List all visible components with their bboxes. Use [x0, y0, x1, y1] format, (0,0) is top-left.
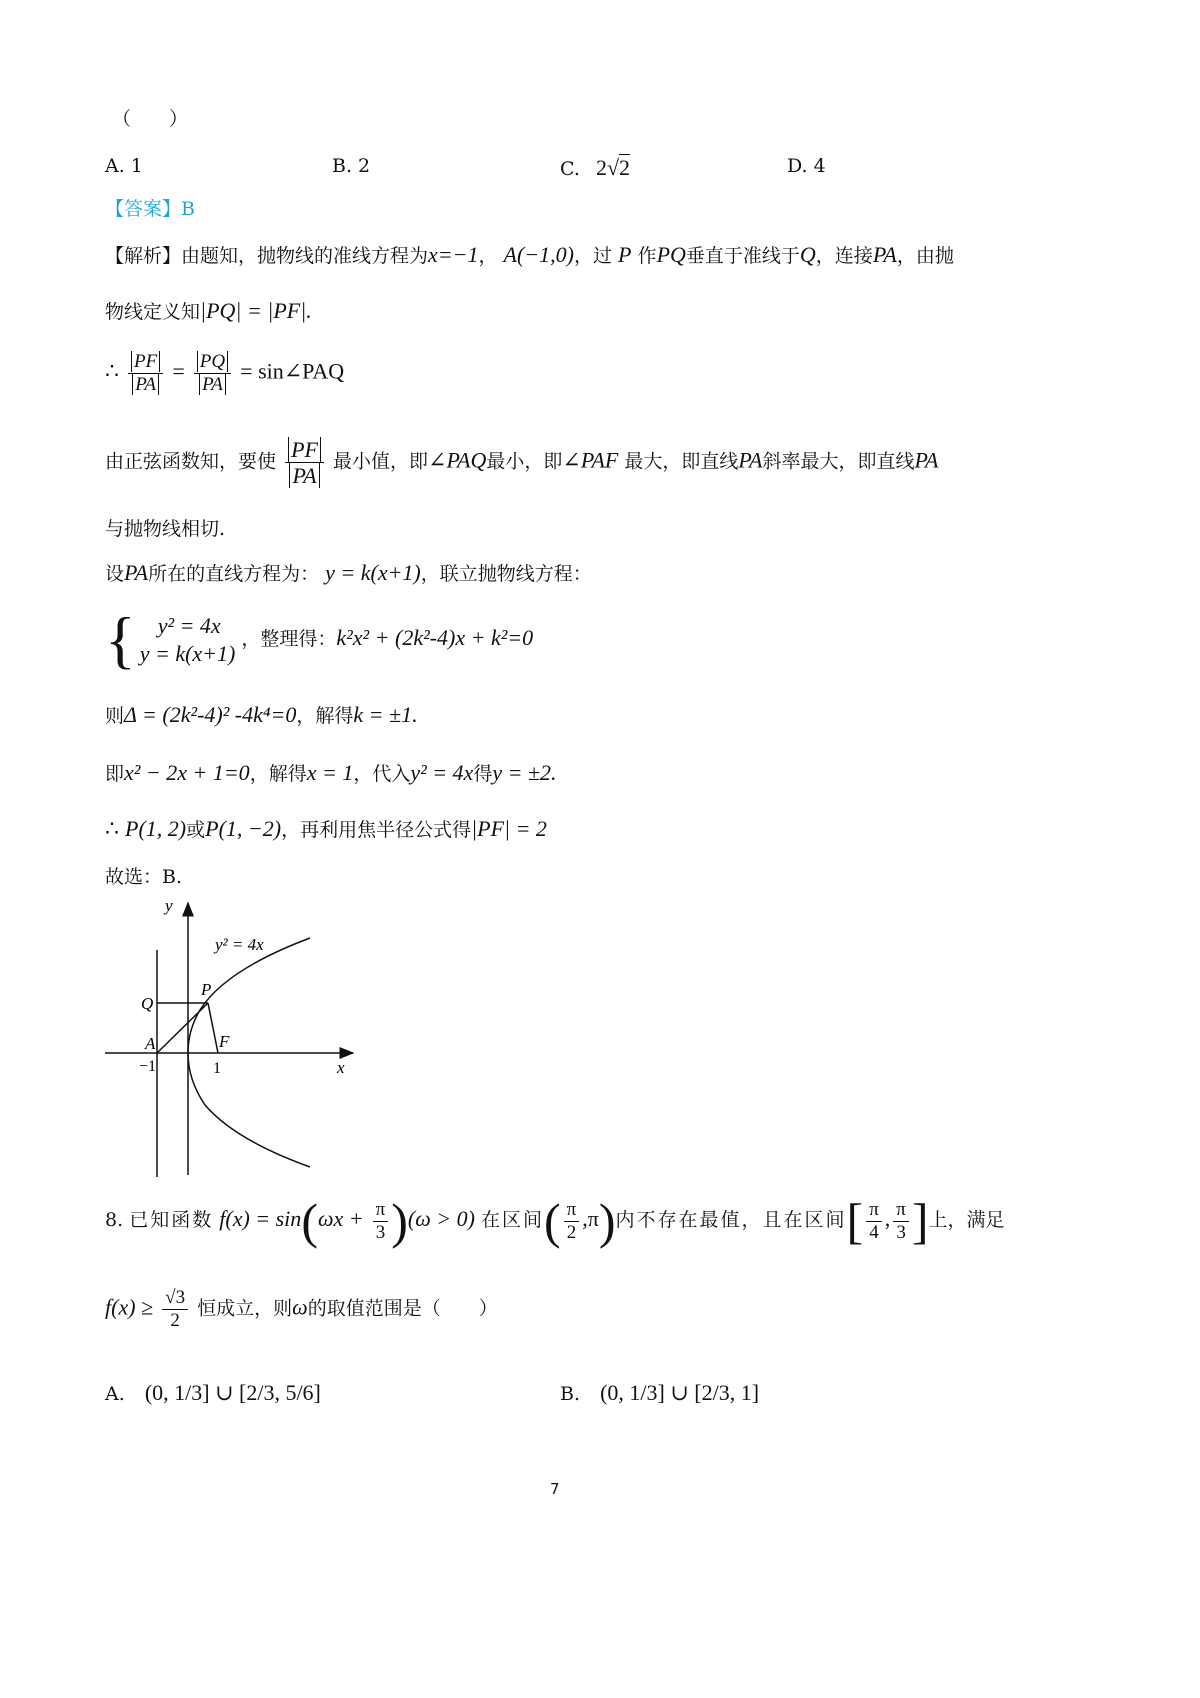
analysis-line-4 [105, 438, 939, 487]
math: π [893, 1200, 909, 1222]
math: PA [199, 374, 226, 395]
text: ，代入 [353, 763, 411, 785]
math: ∠PAF [562, 447, 619, 473]
text: 或 [186, 819, 206, 841]
paren-open-icon: ( [544, 1193, 561, 1249]
math: P(1, 2) [125, 816, 187, 841]
option-d: D. 4 [787, 155, 826, 177]
math: k²x² + (2k²-4)x + k²=0 [336, 625, 534, 650]
math: y² = 4x [410, 760, 474, 785]
text: ，解得 [296, 705, 354, 727]
option-c-coef: 2 [595, 155, 607, 180]
text: 设 [105, 563, 125, 585]
text: 在区间 [481, 1209, 545, 1231]
fraction-pi-4 [866, 1200, 882, 1243]
therefore-icon: ∴ [105, 816, 119, 841]
analysis-line-3: ∴ $\frac{PF}{PA}$ = $\frac{PQ}{PA}$ = sin∠PAQ [105, 351, 345, 395]
text: 得 [473, 763, 493, 785]
math: PA [289, 463, 319, 488]
text: ，由抛 [896, 245, 954, 267]
therefore-icon: ∴ [105, 358, 119, 384]
segment-pa [157, 1003, 208, 1053]
paren-close-icon: ) [391, 1193, 408, 1249]
text: 的取值范围是（ ） [307, 1297, 498, 1320]
math: 2 [566, 1221, 577, 1243]
text: 斜率最大，即直线 [762, 450, 915, 473]
option-label: B. [560, 1383, 581, 1405]
math: PQ [197, 351, 228, 372]
y-axis-label: y [165, 896, 173, 915]
math: k = ±1. [353, 702, 418, 727]
analysis-line-10 [105, 816, 547, 842]
math: π [564, 1200, 580, 1222]
math: (0, 1/3] ∪ [2/3, 5/6] [144, 1380, 321, 1405]
math: f(x) = sin [219, 1206, 302, 1231]
option-b: B. 2 [332, 155, 371, 177]
analysis-line-8 [105, 702, 418, 728]
page-number: 7 [550, 1480, 560, 1498]
math: √3 [162, 1288, 188, 1310]
math: π [866, 1200, 882, 1222]
option-c [560, 155, 630, 181]
q8-option-b [560, 1380, 759, 1406]
math: |PF| = 2 [471, 816, 547, 841]
text: ，再利用焦半径公式得 [281, 819, 472, 841]
math: ωx + [317, 1206, 364, 1231]
text: 所在的直线方程为： [148, 563, 320, 585]
analysis-line-5: 与抛物线相切. [105, 518, 226, 540]
option-c-label: C. [560, 158, 580, 180]
text: 即 [105, 763, 125, 785]
math: y = ±2. [492, 760, 557, 785]
analysis-line-1: 【解析】由题知，抛物线的准线方程为x=−1， A(−1,0)，过 P 作PQ垂直于准线于Q，连接PA，由抛 [105, 242, 954, 267]
q8-line-1: 8. 已知函数 f(x) = sin(ωx + $\frac{\pi}{3}$ )(ω > 0) 在区间( $\frac{\pi}{2}$ ,π)内不存在最值，且在区间[ $\frac{\pi}{4}$ , $\frac{\pi}{3}$ ]上，满足 [105, 1193, 1005, 1249]
text: 作 [637, 245, 657, 267]
answer-tag: 【答案】B [105, 198, 195, 220]
option-c-radicand: 2 [619, 155, 631, 180]
bracket-open-icon: [ [846, 1193, 864, 1249]
equation-system [105, 604, 236, 675]
fraction-pf-pa [128, 352, 163, 395]
segment-pf [208, 1003, 218, 1053]
math: |PQ| = |PF|. [200, 298, 312, 323]
math: PA [124, 560, 149, 585]
math: PA [872, 242, 897, 267]
q8-option-a [105, 1380, 321, 1406]
math: PF [131, 351, 160, 372]
text: ，过 [573, 245, 612, 267]
point-a-label: A [145, 1034, 156, 1053]
math: x = 1 [306, 760, 354, 785]
math: 4 [869, 1221, 879, 1243]
fraction-pi-3 [373, 1200, 389, 1243]
math: Q [799, 242, 816, 267]
analysis-line-9 [105, 760, 557, 786]
analysis-line-6 [105, 560, 592, 586]
text: 已知函数 [129, 1209, 214, 1231]
math: PF [288, 437, 321, 462]
tick-1: 1 [213, 1060, 221, 1077]
curve-label: y² = 4x [215, 935, 264, 954]
math: (0, 1/3] ∪ [2/3, 1] [600, 1380, 760, 1405]
question-paren: （ ） [112, 108, 189, 130]
math: y = k(x+1) [139, 641, 236, 666]
math: π [373, 1200, 389, 1222]
text: 恒成立，则 [197, 1297, 293, 1320]
x-axis-label: x [337, 1058, 345, 1077]
text: 上，满足 [928, 1209, 1005, 1231]
math: 3 [375, 1221, 386, 1243]
fraction-pf-pa-large [285, 438, 324, 487]
paren-close-icon: ) [598, 1193, 616, 1249]
math: PA [914, 447, 939, 473]
analysis-line-7 [105, 604, 534, 675]
parabola-figure [95, 895, 365, 1180]
math: Δ = (2k²-4)² -4k⁴=0 [124, 702, 297, 727]
paren-open-icon: ( [301, 1193, 318, 1249]
analysis-tag: 【解析】 [105, 245, 182, 267]
math: ∠PAQ [428, 447, 487, 473]
q8-line-2 [105, 1288, 498, 1331]
math: (ω > 0) [407, 1206, 475, 1231]
text: 内不存在最值，且在区间 [615, 1209, 847, 1231]
sqrt-icon: √ [606, 155, 620, 180]
text: 由正弦函数知，要使 [105, 450, 277, 473]
text: 由题知，抛物线的准线方程为 [181, 245, 429, 267]
option-a: A. 1 [105, 155, 143, 177]
math: PA [132, 374, 159, 395]
fraction-pi-3b [893, 1200, 909, 1243]
math: P(1, −2) [205, 816, 282, 841]
fraction-sqrt3-2 [162, 1288, 188, 1331]
math: y² = 4x [157, 612, 221, 638]
math: 2 [170, 1309, 180, 1331]
option-label: A. [105, 1383, 125, 1405]
text: ，连接 [815, 245, 873, 267]
text: 垂直于准线于 [685, 245, 800, 267]
text: ，解得 [249, 763, 307, 785]
conclusion: 故选：B. [105, 866, 183, 888]
math: x=−1 [428, 242, 479, 267]
analysis-line-2 [105, 298, 312, 324]
question-number: 8. [105, 1209, 124, 1231]
text: 最小值，即 [333, 450, 429, 473]
fraction-pq-pa [194, 352, 231, 395]
fraction-pi-2 [564, 1200, 580, 1243]
math: f(x) ≥ [105, 1294, 154, 1320]
text: 物线定义知 [105, 301, 201, 323]
text: ，整理得： [241, 628, 337, 650]
brace-icon: { [105, 604, 136, 675]
text: 最小，即 [486, 450, 563, 473]
math: = sin∠PAQ [240, 358, 345, 384]
math: 3 [896, 1221, 906, 1243]
text: 最大，即直线 [624, 450, 739, 473]
tick-neg1: −1 [139, 1058, 157, 1075]
math: PA [738, 447, 763, 473]
math: A(−1,0) [503, 242, 574, 267]
math: ω [292, 1294, 308, 1320]
math: ,π [582, 1206, 599, 1231]
math: P [618, 242, 632, 267]
math: x² − 2x + 1=0 [124, 760, 250, 785]
text: ，联立抛物线方程： [420, 563, 592, 585]
point-p-label: P [201, 980, 212, 999]
point-q-label: Q [141, 994, 154, 1013]
point-f-label: F [219, 1032, 230, 1051]
math: PQ [656, 242, 686, 267]
math: y = k(x+1) [325, 560, 421, 585]
bracket-close-icon: ] [911, 1193, 929, 1249]
text: 则 [105, 705, 125, 727]
